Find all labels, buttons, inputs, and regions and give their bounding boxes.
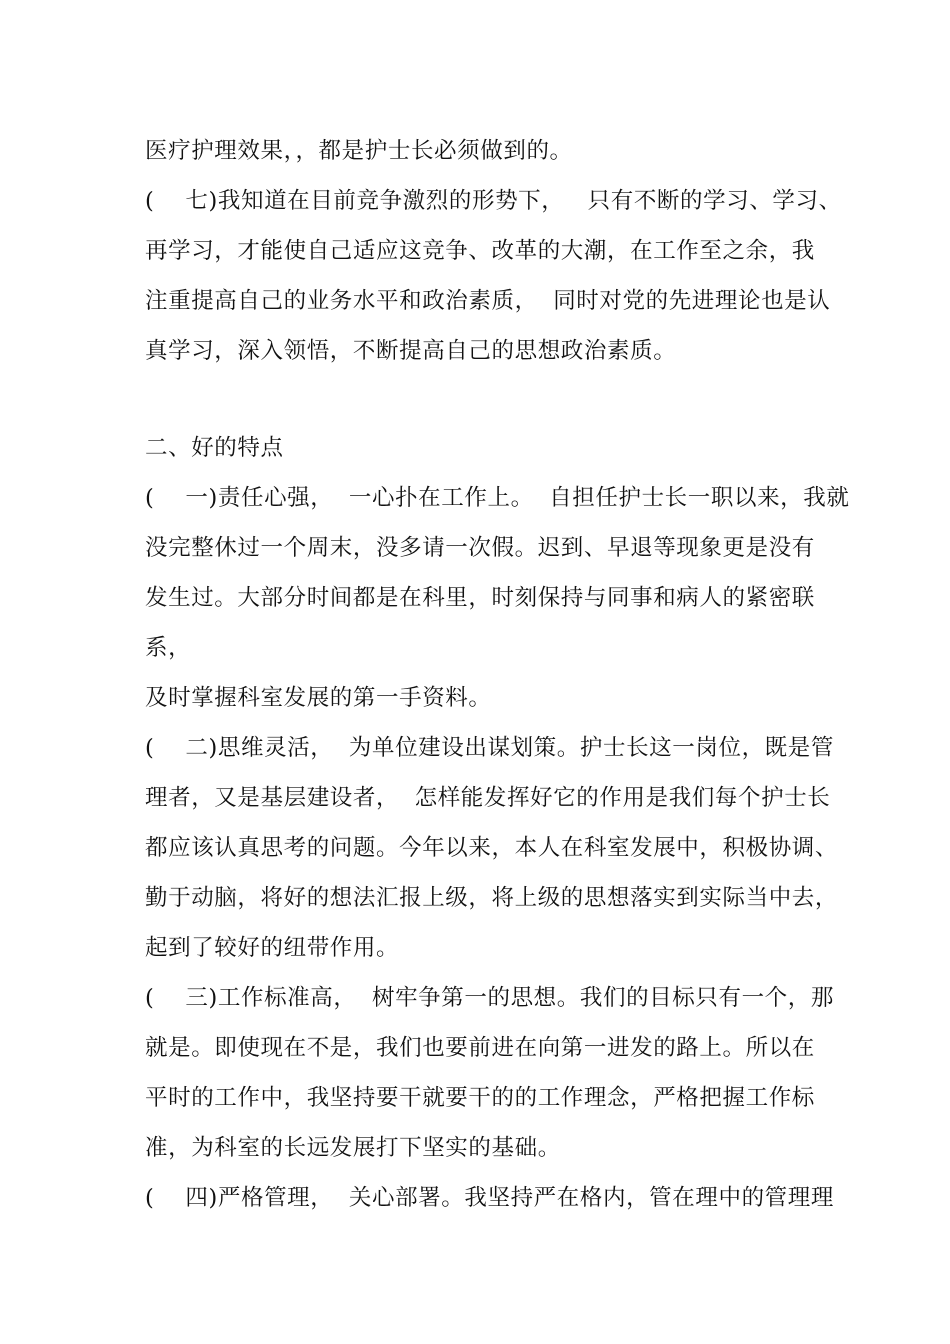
text-line: ( 三)工作标准高， 树牢争第一的思想。我们的目标只有一个，那 bbox=[145, 985, 834, 1011]
text-line: 平时的工作中，我坚持要干就要干的的工作理念，严格把握工作标 bbox=[145, 1085, 815, 1111]
text-line: 医疗护理效果，，都是护士长必须做到的。 bbox=[145, 138, 573, 164]
text-line: 勤于动脑，将好的想法汇报上级，将上级的思想落实到实际当中去， bbox=[145, 885, 839, 911]
text-line: 准，为科室的长远发展打下坚实的基础。 bbox=[145, 1135, 561, 1161]
text-line: ( 一)责任心强， 一心扑在工作上。 自担任护士长一职以来，我就 bbox=[145, 485, 850, 511]
text-line: 都应该认真思考的问题。今年以来，本人在科室发展中，积极协调、 bbox=[145, 835, 839, 861]
text-line: 没完整休过一个周末，没多请一次假。迟到、早退等现象更是没有 bbox=[145, 535, 815, 561]
text-line: 再学习，才能使自己适应这竞争、改革的大潮，在工作至之余，我 bbox=[145, 238, 815, 264]
text-line: ( 四)严格管理， 关心部署。我坚持严在格内，管在理中的管理理 bbox=[145, 1185, 834, 1211]
text-line: ( 二)思维灵活， 为单位建设出谋划策。护士长这一岗位，既是管 bbox=[145, 735, 834, 761]
section-heading: 二、好的特点 bbox=[145, 435, 284, 461]
text-line: 起到了较好的纽带作用。 bbox=[145, 935, 400, 961]
text-line: 就是。即使现在不是，我们也要前进在向第一进发的路上。所以在 bbox=[145, 1035, 815, 1061]
text-line: 系， bbox=[145, 635, 192, 661]
text-line: ( 七)我知道在目前竞争激烈的形势下， 只有不断的学习、学习、 bbox=[145, 188, 842, 214]
text-line: 理者，又是基层建设者， 怎样能发挥好它的作用是我们每个护士长 bbox=[145, 785, 831, 811]
text-line: 发生过。大部分时间都是在科里，时刻保持与同事和病人的紧密联 bbox=[145, 585, 815, 611]
text-line: 及时掌握科室发展的第一手资料。 bbox=[145, 685, 492, 711]
text-line: 真学习，深入领悟，不断提高自己的思想政治素质。 bbox=[145, 338, 677, 364]
text-line: 注重提高自己的业务水平和政治素质， 同时对党的先进理论也是认 bbox=[145, 288, 831, 314]
